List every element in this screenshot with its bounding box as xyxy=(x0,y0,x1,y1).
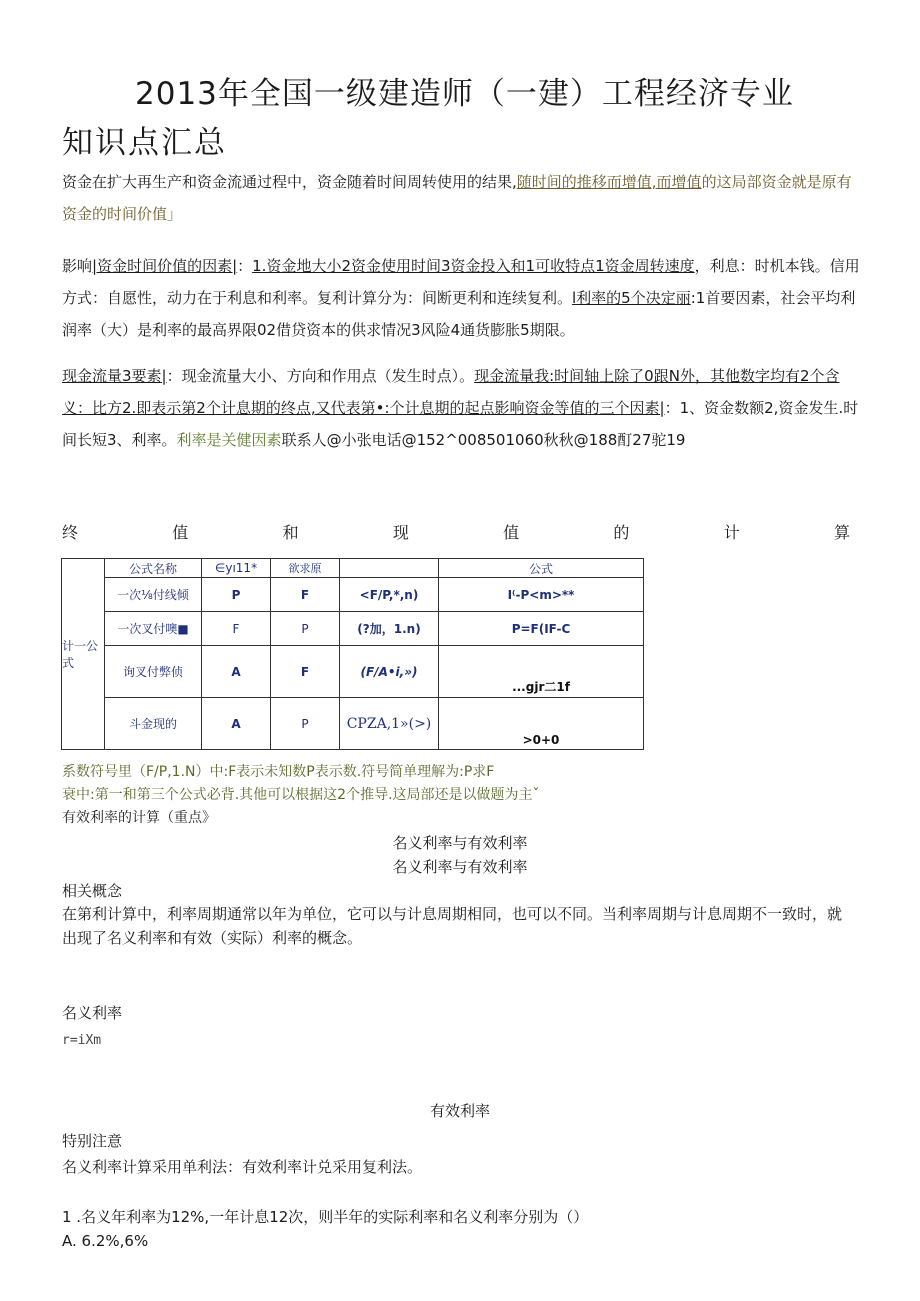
table-cell: P=F(IF-C xyxy=(439,612,644,646)
table-cell: A xyxy=(202,698,271,750)
center-title: 名义利率与有效利率 xyxy=(392,834,528,852)
question-text: 1 .名义年利率为12%,一年计息12次，则半年的实际利率和名义利率分别为（） xyxy=(62,1208,589,1226)
rate-text: :1首要因素，社会平均利润率（大）是利率的最高界限02借贷资本的供求情况3风险4通货膨胀5期限。 xyxy=(62,289,856,339)
table-cell: 一次⅛付线倾 xyxy=(105,578,202,612)
influence-factor-items: 1.资金地大小2资金使用时间3资金投入和1可收特点1资金周转速度 xyxy=(252,257,695,275)
table-row xyxy=(62,578,644,612)
concepts-text: 在第利计算中，利率周期通常以年为单位，它可以与计息周期相同，也可以不同。当利率周期与计息周期不一致时，就出现了名义利率和有效（实际）利率的概念。 xyxy=(62,905,843,947)
table-row xyxy=(62,698,644,750)
intro-paragraph xyxy=(62,166,862,230)
table-cell: 询叉付弊侦 xyxy=(105,646,202,698)
question-option-a: A. 6.2%,6% xyxy=(62,1232,149,1250)
table-cell: (?加，1.n) xyxy=(340,612,439,646)
contact-info: 联系人@小张电话@152^008501060秋秋@188酊27驼19 xyxy=(281,431,686,449)
heading-char: 算 xyxy=(833,523,850,542)
table-cell: F xyxy=(202,612,271,646)
table-header xyxy=(340,559,439,578)
table-header: 欲求原 xyxy=(271,559,340,578)
table-header: 公式名称 xyxy=(105,559,202,578)
effective-heading: 有效利率 xyxy=(429,1102,490,1120)
table-cell: I⁽-P<m>** xyxy=(439,578,644,612)
cashflow-text1: ：现金流量大小、方向和作用点（发生时点）。 xyxy=(166,367,475,385)
table-cell: <F/P,*,n) xyxy=(340,578,439,612)
special-heading: 特别注意 xyxy=(62,1132,123,1150)
heading-char: 终 xyxy=(62,523,79,542)
formula-table xyxy=(61,558,644,750)
center-title: 名义利率与有效利率 xyxy=(392,858,528,876)
table-cell: P xyxy=(271,612,340,646)
table-cell: P xyxy=(202,578,271,612)
table-cell: A xyxy=(202,646,271,698)
cashflow-text2: ：1、资金数额2,资金发生.时间长短3、利率。 xyxy=(62,399,859,449)
nominal-heading: 名义利率 xyxy=(62,1004,123,1022)
table-cell: ...gjr二1f xyxy=(439,646,644,698)
heading-char: 和 xyxy=(282,523,299,542)
special-text: 名义利率计算采用单利法：有效利率计兑采用复利法。 xyxy=(62,1158,423,1176)
table-cell: 一次叉付噢■ xyxy=(105,612,202,646)
table-cell: CPZA,1»(>) xyxy=(340,698,439,750)
table-cell: F xyxy=(271,646,340,698)
note-line2: 衰中:第一和第三个公式必背.其他可以根据这2个推导.这局部还是以做题为主ˇ xyxy=(62,787,540,803)
section-heading xyxy=(62,520,850,543)
intro-highlight: 随时间的推移而增值,而增值 xyxy=(516,173,702,191)
heading-char: 计 xyxy=(723,523,740,542)
concepts-heading: 相关概念 xyxy=(62,882,123,900)
cashflow-label2: 现金流量我:时间轴上除了0跟N外，其他数字均有2个含义：比方2.即表示第2个计息期的终点,又代表第•:个计息期的起点影响资金等值的三个因素| xyxy=(62,367,840,417)
cashflow-paragraph xyxy=(62,360,862,456)
intro-part1: 资金在扩大再生产和资金流通过程中，资金随着时间周转使用的结果, xyxy=(62,173,517,191)
table-header: 公式 xyxy=(439,559,644,578)
influence-factor-label: |资金时间价值的因素| xyxy=(92,257,238,275)
page-title-line2: 知识点汇总 xyxy=(62,125,227,161)
heading-char: 现 xyxy=(392,523,409,542)
intro-part4: 资金就是原有资金的时间价值」 xyxy=(62,173,852,223)
table-cell: F xyxy=(271,578,340,612)
nominal-formula: r=iXm xyxy=(62,1033,102,1048)
table-cell: (F/A•i,») xyxy=(340,646,439,698)
key-factor: 利率是关健因素 xyxy=(176,431,282,449)
heading-char: 的 xyxy=(613,523,630,542)
intro-part3: 的这局部 xyxy=(701,173,762,191)
influence-lead: 影响 xyxy=(62,257,93,275)
table-row xyxy=(62,612,644,646)
table-cell: P xyxy=(271,698,340,750)
note-line3: 有效利率的计算（重点》 xyxy=(62,810,216,826)
table-side-label: 计一公式 xyxy=(62,559,105,750)
table-header: ∈yı11* xyxy=(202,559,271,578)
table-row xyxy=(62,646,644,698)
influence-paragraph xyxy=(62,250,862,346)
note-line1: 系数符号里（F/P,1.N）中:F表示未知数P表示数.符号简单理解为:P求F xyxy=(62,764,495,780)
heading-char: 值 xyxy=(503,523,520,542)
table-cell: 斗金现的 xyxy=(105,698,202,750)
influence-colon: ： xyxy=(237,257,253,275)
page-title-line1: 2013年全国一级建造师（一建）工程经济专业 xyxy=(135,76,794,112)
cashflow-label: 现金流量3要素| xyxy=(62,367,167,385)
rate-label: l利率的5个决定丽 xyxy=(572,289,691,307)
influence-rest: ，利息：时机本钱。信用方式：自愿性，动力在于利息和利率。复利计算分为：间断更利和连续复利。 xyxy=(62,257,860,307)
heading-char: 值 xyxy=(172,523,189,542)
table-cell: >0+0 xyxy=(439,698,644,750)
